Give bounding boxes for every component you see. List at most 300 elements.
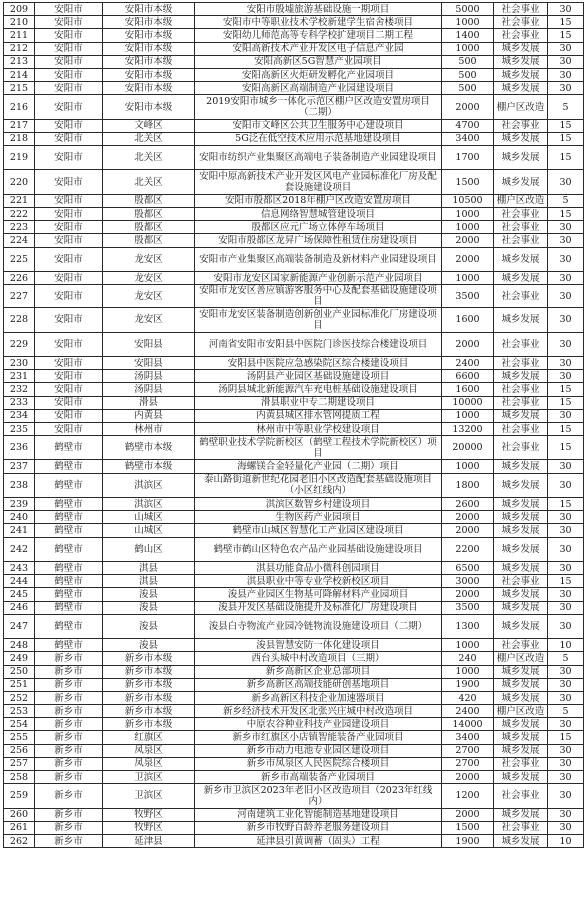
project-name: 信息网络智慧城管建设项目 [195, 208, 442, 221]
city-cell: 安阳市 [35, 132, 103, 145]
row-number: 240 [4, 511, 35, 524]
row-number: 237 [4, 460, 35, 473]
row-number: 211 [4, 29, 35, 42]
amount-cell: 2000 [442, 95, 494, 119]
county-cell: 安阳市本级 [103, 42, 195, 55]
table-row [4, 498, 584, 511]
table-row [4, 285, 584, 308]
row-number: 236 [4, 436, 35, 460]
term-cell: 30 [548, 42, 584, 55]
amount-cell: 1000 [442, 208, 494, 221]
table-row [4, 68, 584, 81]
term-cell: 30 [548, 614, 584, 638]
category-cell: 社会事业 [494, 396, 548, 409]
amount-cell: 1800 [442, 473, 494, 497]
term-cell: 30 [548, 82, 584, 95]
category-cell: 城乡发展 [494, 834, 548, 847]
category-cell: 社会事业 [494, 3, 548, 16]
county-cell: 内黄县 [103, 409, 195, 422]
term-cell: 30 [548, 808, 584, 821]
project-name: 新乡高新区企业总部项目 [195, 665, 442, 678]
project-name: 安阳县中医院应急感染院区综合楼建设项目 [195, 356, 442, 369]
row-number: 222 [4, 208, 35, 221]
project-name: 淇县职业中等专业学校新校区项目 [195, 575, 442, 588]
category-cell: 城乡发展 [494, 691, 548, 704]
row-number: 238 [4, 473, 35, 497]
row-number: 245 [4, 588, 35, 601]
row-number: 262 [4, 834, 35, 847]
city-cell: 新乡市 [35, 718, 103, 731]
term-cell: 30 [548, 247, 584, 271]
row-number: 212 [4, 42, 35, 55]
amount-cell: 6600 [442, 370, 494, 383]
table-row [4, 422, 584, 435]
project-name: 安阳幼儿师范高等专科学校扩建项目二期工程 [195, 29, 442, 42]
city-cell: 新乡市 [35, 678, 103, 691]
county-cell: 殷都区 [103, 234, 195, 247]
county-cell: 淇滨区 [103, 498, 195, 511]
category-cell: 城乡发展 [494, 718, 548, 731]
term-cell: 30 [548, 460, 584, 473]
table-row [4, 808, 584, 821]
category-cell: 社会事业 [494, 575, 548, 588]
county-cell: 淇滨区 [103, 473, 195, 497]
table-row [4, 396, 584, 409]
row-number: 230 [4, 356, 35, 369]
amount-cell: 2000 [442, 247, 494, 271]
term-cell: 15 [548, 422, 584, 435]
project-name: 汤阴县城北新能源汽车充电桩基础设施建设项目 [195, 383, 442, 396]
row-number: 215 [4, 82, 35, 95]
row-number: 214 [4, 68, 35, 81]
county-cell: 殷都区 [103, 208, 195, 221]
category-cell: 城乡发展 [494, 132, 548, 145]
county-cell: 文峰区 [103, 119, 195, 132]
project-name: 浚县白寺物流产业园冷链物流设施建设项目（二期） [195, 614, 442, 638]
term-cell: 5 [548, 95, 584, 119]
term-cell: 30 [548, 68, 584, 81]
category-cell: 社会事业 [494, 639, 548, 652]
table-row [4, 473, 584, 497]
table-row [4, 370, 584, 383]
county-cell: 新乡市本级 [103, 678, 195, 691]
category-cell: 社会事业 [494, 29, 548, 42]
term-cell: 15 [548, 119, 584, 132]
city-cell: 安阳市 [35, 194, 103, 207]
category-cell: 城乡发展 [494, 678, 548, 691]
table-row [4, 665, 584, 678]
project-name: 鹤壁市山城区智慧化工产业园区建设项目 [195, 524, 442, 537]
amount-cell: 10000 [442, 396, 494, 409]
project-name: 新乡市动力电池专业园区建设项目 [195, 744, 442, 757]
city-cell: 安阳市 [35, 170, 103, 194]
city-cell: 新乡市 [35, 705, 103, 718]
category-cell: 城乡发展 [494, 473, 548, 497]
county-cell: 牧野区 [103, 808, 195, 821]
term-cell: 30 [548, 272, 584, 285]
term-cell: 15 [548, 575, 584, 588]
table-row [4, 744, 584, 757]
category-cell: 城乡发展 [494, 498, 548, 511]
project-name: 新乡市牧野百龄养老服务建设项目 [195, 821, 442, 834]
project-name: 浚县开发区基础设施提升及标准化厂房建设项目 [195, 601, 442, 614]
term-cell: 30 [548, 678, 584, 691]
city-cell: 安阳市 [35, 285, 103, 308]
city-cell: 安阳市 [35, 146, 103, 170]
term-cell: 15 [548, 498, 584, 511]
table-row [4, 771, 584, 784]
amount-cell: 1500 [442, 821, 494, 834]
table-row [4, 132, 584, 145]
project-name: 安阳高新区火炬研发孵化产业园项目 [195, 68, 442, 81]
term-cell: 30 [548, 409, 584, 422]
category-cell: 城乡发展 [494, 808, 548, 821]
category-cell: 城乡发展 [494, 170, 548, 194]
category-cell: 城乡发展 [494, 308, 548, 332]
amount-cell: 500 [442, 68, 494, 81]
city-cell: 新乡市 [35, 808, 103, 821]
city-cell: 安阳市 [35, 383, 103, 396]
city-cell: 安阳市 [35, 119, 103, 132]
project-name: 河南省安阳市安阳县中医院门诊医技综合楼建设项目 [195, 332, 442, 356]
row-number: 252 [4, 691, 35, 704]
amount-cell: 1000 [442, 42, 494, 55]
category-cell: 社会事业 [494, 383, 548, 396]
project-name: 安阳高新区5G智慧产业园项目 [195, 55, 442, 68]
table-row [4, 3, 584, 16]
city-cell: 新乡市 [35, 757, 103, 770]
amount-cell: 3000 [442, 575, 494, 588]
amount-cell: 20000 [442, 436, 494, 460]
city-cell: 鹤壁市 [35, 498, 103, 511]
category-cell: 城乡发展 [494, 731, 548, 744]
project-name: 安阳市殷都区龙昇广场保障性租赁住房建设项目 [195, 234, 442, 247]
county-cell: 安阳市本级 [103, 95, 195, 119]
table-row [4, 247, 584, 271]
category-cell: 棚户区改造 [494, 95, 548, 119]
city-cell: 新乡市 [35, 821, 103, 834]
amount-cell: 14000 [442, 718, 494, 731]
amount-cell: 500 [442, 82, 494, 95]
city-cell: 新乡市 [35, 744, 103, 757]
row-number: 217 [4, 119, 35, 132]
amount-cell: 5000 [442, 3, 494, 16]
row-number: 260 [4, 808, 35, 821]
row-number: 225 [4, 247, 35, 271]
city-cell: 安阳市 [35, 409, 103, 422]
term-cell: 15 [548, 146, 584, 170]
row-number: 253 [4, 705, 35, 718]
table-row [4, 562, 584, 575]
table-row [4, 601, 584, 614]
city-cell: 安阳市 [35, 356, 103, 369]
city-cell: 鹤壁市 [35, 562, 103, 575]
table-row [4, 821, 584, 834]
amount-cell: 2000 [442, 511, 494, 524]
table-row [4, 55, 584, 68]
county-cell: 延津县 [103, 834, 195, 847]
term-cell: 15 [548, 731, 584, 744]
county-cell: 安阳市本级 [103, 55, 195, 68]
table-row [4, 170, 584, 194]
table-row [4, 718, 584, 731]
category-cell: 城乡发展 [494, 614, 548, 638]
category-cell: 社会事业 [494, 356, 548, 369]
row-number: 224 [4, 234, 35, 247]
category-cell: 城乡发展 [494, 82, 548, 95]
row-number: 218 [4, 132, 35, 145]
row-number: 257 [4, 757, 35, 770]
category-cell: 城乡发展 [494, 68, 548, 81]
project-name: 安阳市文峰区公共卫生服务中心建设项目 [195, 119, 442, 132]
city-cell: 安阳市 [35, 42, 103, 55]
amount-cell: 500 [442, 55, 494, 68]
term-cell: 15 [548, 436, 584, 460]
project-name: 鹤壁职业技术学院新校区（鹤壁工程技术学院新校区）项目 [195, 436, 442, 460]
project-name: 滑县职业中专二期建设项目 [195, 396, 442, 409]
term-cell: 5 [548, 194, 584, 207]
term-cell: 30 [548, 588, 584, 601]
amount-cell: 1000 [442, 221, 494, 234]
table-row [4, 332, 584, 356]
table-row [4, 575, 584, 588]
project-name: 安阳市产业集聚区高端装备制造及新材料产业园建设项目 [195, 247, 442, 271]
row-number: 233 [4, 396, 35, 409]
amount-cell: 2700 [442, 744, 494, 757]
amount-cell: 2000 [442, 588, 494, 601]
category-cell: 社会事业 [494, 221, 548, 234]
category-cell: 城乡发展 [494, 537, 548, 561]
county-cell: 殷都区 [103, 194, 195, 207]
amount-cell: 1400 [442, 29, 494, 42]
amount-cell: 420 [442, 691, 494, 704]
term-cell: 30 [548, 370, 584, 383]
table-row [4, 639, 584, 652]
city-cell: 安阳市 [35, 396, 103, 409]
amount-cell: 1900 [442, 678, 494, 691]
row-number: 216 [4, 95, 35, 119]
category-cell: 城乡发展 [494, 55, 548, 68]
term-cell: 30 [548, 784, 584, 808]
table-row [4, 82, 584, 95]
amount-cell: 2000 [442, 524, 494, 537]
city-cell: 鹤壁市 [35, 524, 103, 537]
amount-cell: 1600 [442, 383, 494, 396]
term-cell: 30 [548, 3, 584, 16]
amount-cell: 2400 [442, 705, 494, 718]
city-cell: 新乡市 [35, 771, 103, 784]
project-name: 内黄县城区排水管网提质工程 [195, 409, 442, 422]
amount-cell: 1500 [442, 170, 494, 194]
amount-cell: 1000 [442, 460, 494, 473]
row-number: 232 [4, 383, 35, 396]
project-name: 殷都区应元广场立体停车场项目 [195, 221, 442, 234]
project-name: 西台头城中村改造项目（三期） [195, 652, 442, 665]
amount-cell: 2700 [442, 757, 494, 770]
category-cell: 棚户区改造 [494, 652, 548, 665]
row-number: 242 [4, 537, 35, 561]
row-number: 234 [4, 409, 35, 422]
row-number: 255 [4, 731, 35, 744]
amount-cell: 10500 [442, 194, 494, 207]
city-cell: 安阳市 [35, 332, 103, 356]
project-name: 淇滨区数智乡村建设项目 [195, 498, 442, 511]
term-cell: 30 [548, 757, 584, 770]
county-cell: 浚县 [103, 639, 195, 652]
category-cell: 城乡发展 [494, 524, 548, 537]
term-cell: 5 [548, 652, 584, 665]
city-cell: 安阳市 [35, 422, 103, 435]
category-cell: 城乡发展 [494, 409, 548, 422]
row-number: 231 [4, 370, 35, 383]
category-cell: 城乡发展 [494, 460, 548, 473]
project-name: 新乡市凤泉区人民医院综合楼项目 [195, 757, 442, 770]
term-cell: 15 [548, 132, 584, 145]
amount-cell: 1000 [442, 16, 494, 29]
county-cell: 牧野区 [103, 821, 195, 834]
project-name: 鹤壁市鹤山区特色农产品产业园基础设施建设项目 [195, 537, 442, 561]
table-row [4, 652, 584, 665]
county-cell: 浚县 [103, 601, 195, 614]
category-cell: 社会事业 [494, 234, 548, 247]
table-row [4, 731, 584, 744]
city-cell: 安阳市 [35, 308, 103, 332]
project-name: 新乡市卫滨区2023年老旧小区改造项目（2023年红线内） [195, 784, 442, 808]
row-number: 213 [4, 55, 35, 68]
table-row [4, 834, 584, 847]
category-cell: 城乡发展 [494, 562, 548, 575]
county-cell: 林州市 [103, 422, 195, 435]
city-cell: 鹤壁市 [35, 575, 103, 588]
city-cell: 新乡市 [35, 834, 103, 847]
row-number: 227 [4, 285, 35, 308]
county-cell: 卫滨区 [103, 771, 195, 784]
amount-cell: 1600 [442, 308, 494, 332]
term-cell: 15 [548, 383, 584, 396]
term-cell: 15 [548, 16, 584, 29]
term-cell: 30 [548, 718, 584, 731]
category-cell: 城乡发展 [494, 744, 548, 757]
county-cell: 卫滨区 [103, 784, 195, 808]
county-cell: 龙安区 [103, 308, 195, 332]
city-cell: 安阳市 [35, 370, 103, 383]
table-row [4, 221, 584, 234]
city-cell: 新乡市 [35, 665, 103, 678]
category-cell: 城乡发展 [494, 771, 548, 784]
project-name: 中原农谷种业科技产业园建设项目 [195, 718, 442, 731]
amount-cell: 2000 [442, 234, 494, 247]
project-name: 安阳市殷都区2018年棚户区改造安置房项目 [195, 194, 442, 207]
city-cell: 安阳市 [35, 95, 103, 119]
term-cell: 15 [548, 208, 584, 221]
county-cell: 北关区 [103, 146, 195, 170]
table-row [4, 588, 584, 601]
amount-cell: 1000 [442, 409, 494, 422]
county-cell: 安阳县 [103, 356, 195, 369]
county-cell: 浚县 [103, 614, 195, 638]
amount-cell: 1200 [442, 784, 494, 808]
project-name: 安阳高新技术产业开发区电子信息产业园 [195, 42, 442, 55]
row-number: 256 [4, 744, 35, 757]
amount-cell: 2000 [442, 808, 494, 821]
row-number: 246 [4, 601, 35, 614]
term-cell: 30 [548, 308, 584, 332]
term-cell: 10 [548, 639, 584, 652]
category-cell: 社会事业 [494, 16, 548, 29]
amount-cell: 240 [442, 652, 494, 665]
project-name: 浚县产业园区生物基可降解材料产业园项目 [195, 588, 442, 601]
amount-cell: 2000 [442, 771, 494, 784]
amount-cell: 1700 [442, 146, 494, 170]
table-row [4, 95, 584, 119]
project-table [3, 2, 584, 848]
amount-cell: 1000 [442, 639, 494, 652]
city-cell: 鹤壁市 [35, 537, 103, 561]
county-cell: 凤泉区 [103, 757, 195, 770]
term-cell: 30 [548, 691, 584, 704]
amount-cell: 1300 [442, 614, 494, 638]
table-row [4, 511, 584, 524]
county-cell: 滑县 [103, 396, 195, 409]
city-cell: 新乡市 [35, 652, 103, 665]
amount-cell: 1900 [442, 834, 494, 847]
city-cell: 新乡市 [35, 691, 103, 704]
table-row [4, 383, 584, 396]
county-cell: 龙安区 [103, 285, 195, 308]
project-name: 新乡高新区科技企业加速器项目 [195, 691, 442, 704]
project-name: 安阳市纺织产业集聚区高端电子装备制造产业园建设项目 [195, 146, 442, 170]
county-cell: 浚县 [103, 588, 195, 601]
table-row [4, 272, 584, 285]
row-number: 251 [4, 678, 35, 691]
table-row [4, 146, 584, 170]
project-name: 泰山路街道新世纪花园老旧小区改造配套基础设施项目（小区红线内） [195, 473, 442, 497]
term-cell: 30 [548, 744, 584, 757]
project-name: 安阳市殷墟旅游基础设施一期项目 [195, 3, 442, 16]
category-cell: 社会事业 [494, 821, 548, 834]
table-body [4, 3, 584, 848]
term-cell: 30 [548, 356, 584, 369]
table-row [4, 537, 584, 561]
project-name: 安阳市龙安区善应镇游客服务中心及配套基础设施建设项目 [195, 285, 442, 308]
project-name: 安阳中原高新技术产业开发区风电产业园标准化厂房及配套设施建设项目 [195, 170, 442, 194]
project-name: 汤阴县产业园区基础设施建设项目 [195, 370, 442, 383]
amount-cell: 3500 [442, 601, 494, 614]
city-cell: 鹤壁市 [35, 614, 103, 638]
amount-cell: 1000 [442, 272, 494, 285]
project-name: 海螺镁合金轻量化产业园（二期）项目 [195, 460, 442, 473]
row-number: 239 [4, 498, 35, 511]
county-cell: 淇县 [103, 575, 195, 588]
county-cell: 淇县 [103, 562, 195, 575]
term-cell: 30 [548, 285, 584, 308]
project-name: 安阳市龙安区国家新能源产业创新示范产业园项目 [195, 272, 442, 285]
term-cell: 5 [548, 705, 584, 718]
category-cell: 社会事业 [494, 422, 548, 435]
row-number: 241 [4, 524, 35, 537]
project-name: 生物医药产业园项目 [195, 511, 442, 524]
county-cell: 龙安区 [103, 247, 195, 271]
row-number: 258 [4, 771, 35, 784]
city-cell: 安阳市 [35, 55, 103, 68]
row-number: 228 [4, 308, 35, 332]
county-cell: 鹤壁市本级 [103, 460, 195, 473]
table-row [4, 524, 584, 537]
category-cell: 城乡发展 [494, 370, 548, 383]
project-name: 安阳市龙安区装备制造创新创业产业园标准化厂房建设项目 [195, 308, 442, 332]
amount-cell: 6500 [442, 562, 494, 575]
project-name: 安阳市中等职业技术学校新建学生宿舍楼项目 [195, 16, 442, 29]
